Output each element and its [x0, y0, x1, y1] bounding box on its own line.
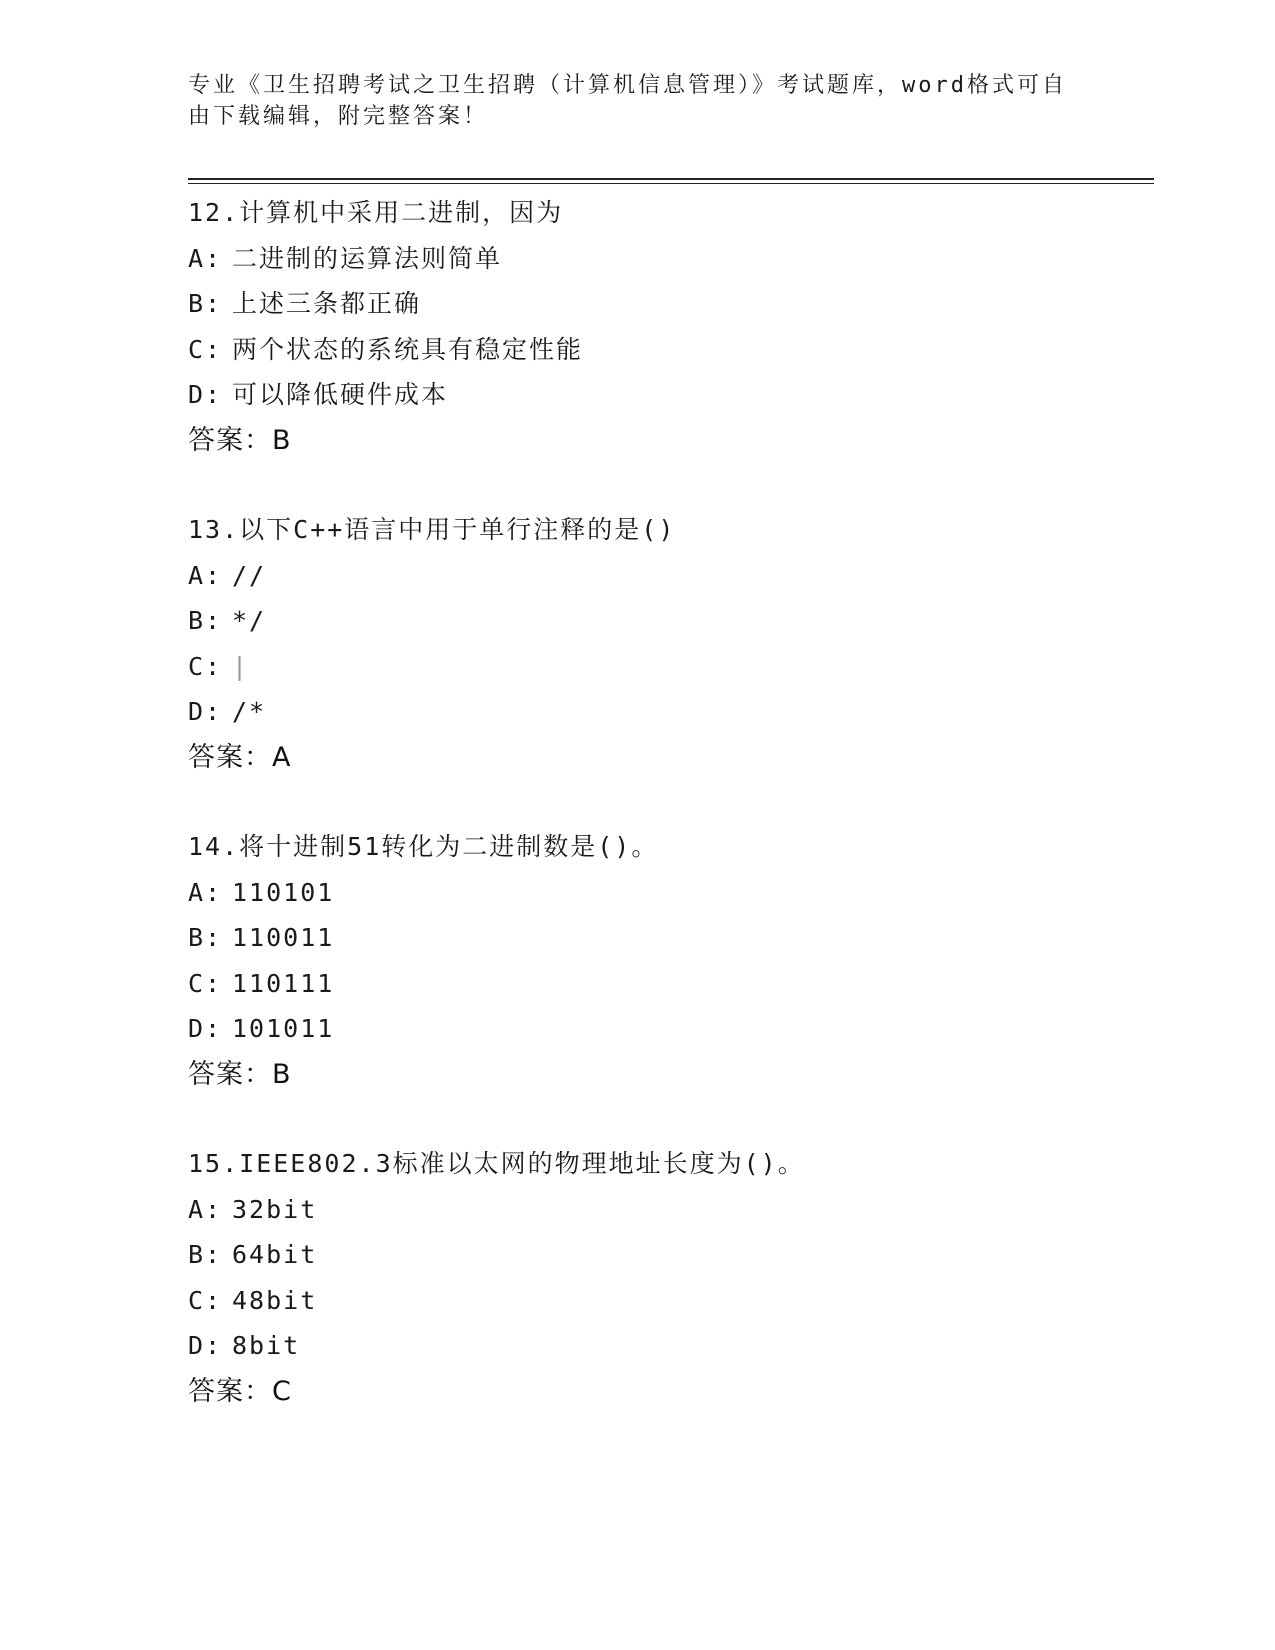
option-text: 二进制的运算法则简单 [232, 243, 503, 273]
option-b [188, 598, 1148, 644]
option-letter: C: [188, 1285, 223, 1315]
option-letter: D: [188, 1014, 223, 1043]
option-d [188, 372, 1148, 418]
option-letter: C: [188, 334, 223, 364]
option-text: 8bit [232, 1331, 301, 1360]
option-letter: B: [188, 606, 223, 635]
answer-line: 答案：B [188, 1058, 292, 1090]
option-letter: A: [188, 1194, 223, 1224]
option-text: */ [232, 606, 267, 635]
option-letter: C: [188, 651, 223, 681]
option-c [188, 327, 1148, 373]
option-text: 110111 [232, 968, 335, 998]
question-text: 将十进制51转化为二进制数是()。 [239, 832, 659, 861]
option-text: 110011 [232, 923, 335, 952]
header-divider-thick [188, 178, 1154, 180]
document-header [188, 70, 1088, 132]
question-stem [188, 1141, 1148, 1187]
question-14 [188, 824, 1148, 1097]
option-letter: C: [188, 968, 223, 998]
question-list [188, 190, 1148, 1458]
header-line-2: 由下载编辑，附完整答案！ [188, 104, 489, 129]
option-text: 64bit [232, 1240, 318, 1269]
question-number: 13. [188, 515, 240, 544]
option-letter: B: [188, 1240, 223, 1269]
option-a [188, 870, 1148, 916]
option-c [188, 1278, 1148, 1324]
question-text: 计算机中采用二进制，因为 [239, 198, 564, 227]
question-number: 12. [188, 198, 240, 227]
question-stem [188, 507, 1148, 553]
option-text: 可以降低硬件成本 [232, 380, 449, 409]
option-letter: B: [188, 923, 223, 952]
question-13 [188, 507, 1148, 780]
header-line-1: 专业《卫生招聘考试之卫生招聘（计算机信息管理）》考试题库，word格式可自 [188, 73, 1067, 98]
option-c [188, 961, 1148, 1007]
option-letter: B: [188, 289, 223, 318]
option-text: /* [232, 697, 267, 726]
answer-line: 答案：B [188, 424, 292, 456]
question-15 [188, 1141, 1148, 1414]
question-text: IEEE802.3标准以太网的物理地址长度为()。 [239, 1149, 805, 1178]
question-stem [188, 190, 1148, 236]
question-stem [188, 824, 1148, 870]
option-text: | [232, 651, 250, 681]
option-a [188, 553, 1148, 599]
option-b [188, 915, 1148, 961]
answer-line: 答案：C [188, 1375, 292, 1407]
option-letter: A: [188, 877, 223, 907]
option-letter: D: [188, 380, 223, 409]
option-text: 110101 [232, 877, 335, 907]
option-a [188, 1187, 1148, 1233]
question-12 [188, 190, 1148, 463]
option-d [188, 1006, 1148, 1052]
question-number: 15. [188, 1149, 240, 1178]
option-a [188, 236, 1148, 282]
option-d [188, 689, 1148, 735]
option-d [188, 1323, 1148, 1369]
option-text: 48bit [232, 1285, 318, 1315]
option-letter: A: [188, 243, 223, 273]
option-text: 上述三条都正确 [232, 289, 422, 318]
option-b [188, 281, 1148, 327]
option-text: 两个状态的系统具有稳定性能 [232, 334, 584, 364]
option-letter: D: [188, 697, 223, 726]
option-text: 32bit [232, 1194, 318, 1224]
option-letter: A: [188, 560, 223, 590]
question-number: 14. [188, 832, 240, 861]
question-text: 以下C++语言中用于单行注释的是() [239, 515, 676, 544]
option-c [188, 644, 1148, 690]
option-b [188, 1232, 1148, 1278]
option-text: 101011 [232, 1014, 335, 1043]
option-text: // [232, 560, 267, 590]
header-divider-thin [188, 183, 1154, 184]
option-letter: D: [188, 1331, 223, 1360]
answer-line: 答案：A [188, 741, 292, 773]
